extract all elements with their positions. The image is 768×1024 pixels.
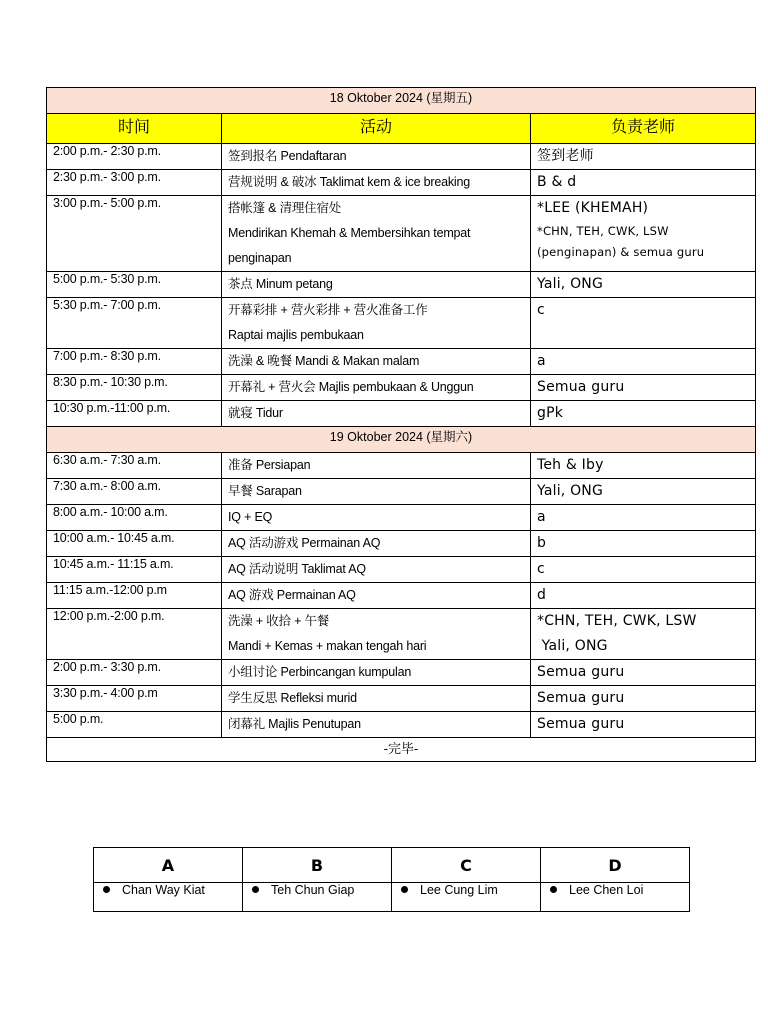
groups-header-row (94, 848, 690, 883)
activity-cell: 准备 Persiapan (222, 453, 531, 479)
person-cell: a (531, 505, 756, 531)
person-cell: 签到老师 (531, 144, 756, 170)
table-row (47, 505, 756, 531)
member-name: Lee Cung Lim (420, 883, 498, 897)
activity-line: Raptai majlis pembukaan (228, 328, 364, 342)
activity-cell: 开幕礼 + 营火会 Majlis pembukaan & Unggun (222, 375, 531, 401)
time-cell: 7:00 p.m.- 8:30 p.m. (47, 349, 222, 375)
day2-title: 19 Oktober 2024 (星期六) (47, 427, 756, 453)
activity-cell: 早餐 Sarapan (222, 479, 531, 505)
time-cell: 2:30 p.m.- 3:00 p.m. (47, 170, 222, 196)
person-cell: B & d (531, 170, 756, 196)
person-cell: a (531, 349, 756, 375)
day-header-row (47, 427, 756, 453)
person-line: *CHN, TEH, CWK, LSW (537, 224, 669, 238)
bullet-icon (401, 886, 408, 893)
member-name: Lee Chen Loi (569, 883, 644, 897)
group-member-c (392, 883, 541, 912)
group-member-a (94, 883, 243, 912)
group-header-c: C (392, 848, 541, 883)
time-cell: 10:30 p.m.-11:00 p.m. (47, 401, 222, 427)
time-cell: 2:00 p.m.- 3:30 p.m. (47, 660, 222, 686)
person-cell (531, 196, 756, 272)
activity-cell: AQ 游戏 Permainan AQ (222, 583, 531, 609)
member-name: Chan Way Kiat (122, 883, 205, 897)
time-cell: 8:00 a.m.- 10:00 a.m. (47, 505, 222, 531)
activity-cell (222, 196, 531, 272)
table-row (47, 609, 756, 660)
time-cell: 10:45 a.m.- 11:15 a.m. (47, 557, 222, 583)
time-cell: 5:00 p.m.- 5:30 p.m. (47, 272, 222, 298)
activity-cell: 洗澡 & 晚餐 Mandi & Makan malam (222, 349, 531, 375)
activity-cell: 学生反思 Refleksi murid (222, 686, 531, 712)
activity-cell: 茶点 Minum petang (222, 272, 531, 298)
group-header-d: D (541, 848, 690, 883)
table-row (47, 298, 756, 349)
person-line: (penginapan) & semua guru (537, 245, 705, 259)
activity-cell (222, 298, 531, 349)
table-row (47, 375, 756, 401)
person-cell: Yali, ONG (531, 479, 756, 505)
activity-cell: 营规说明 & 破冰 Taklimat kem & ice breaking (222, 170, 531, 196)
column-header-row (47, 114, 756, 144)
table-row (47, 144, 756, 170)
person-cell: Semua guru (531, 712, 756, 738)
table-row (47, 660, 756, 686)
end-row (47, 738, 756, 762)
table-row (47, 557, 756, 583)
header-time: 时间 (47, 114, 222, 144)
person-line: Yali, ONG (537, 638, 608, 654)
group-header-b: B (243, 848, 392, 883)
activity-cell: 闭幕礼 Majlis Penutupan (222, 712, 531, 738)
table-row (47, 583, 756, 609)
schedule-table (46, 87, 756, 762)
activity-cell: IQ + EQ (222, 505, 531, 531)
table-row (47, 170, 756, 196)
table-row (47, 453, 756, 479)
person-cell: Teh & Iby (531, 453, 756, 479)
time-cell: 5:00 p.m. (47, 712, 222, 738)
activity-line: 开幕彩排 + 营火彩排 + 营火准备工作 (228, 303, 428, 317)
activity-cell: 就寝 Tidur (222, 401, 531, 427)
person-cell: Yali, ONG (531, 272, 756, 298)
time-cell: 2:00 p.m.- 2:30 p.m. (47, 144, 222, 170)
end-text: -完毕- (47, 738, 756, 762)
table-row (47, 712, 756, 738)
person-cell: Semua guru (531, 660, 756, 686)
table-row (47, 196, 756, 272)
activity-line: Mendirikan Khemah & Membersihkan tempat (228, 226, 471, 240)
person-cell: c (531, 557, 756, 583)
person-cell: Semua guru (531, 686, 756, 712)
time-cell: 10:00 a.m.- 10:45 a.m. (47, 531, 222, 557)
table-row (47, 272, 756, 298)
groups-table (93, 847, 690, 912)
group-member-d (541, 883, 690, 912)
time-cell: 7:30 a.m.- 8:00 a.m. (47, 479, 222, 505)
table-row (47, 479, 756, 505)
activity-cell: 签到报名 Pendaftaran (222, 144, 531, 170)
activity-line: penginapan (228, 251, 292, 265)
activity-line: 搭帐篷 & 清理住宿处 (228, 201, 342, 215)
table-row (47, 349, 756, 375)
time-cell: 5:30 p.m.- 7:00 p.m. (47, 298, 222, 349)
person-cell: gPk (531, 401, 756, 427)
person-cell: d (531, 583, 756, 609)
table-row (47, 531, 756, 557)
header-person: 负责老师 (531, 114, 756, 144)
person-cell: b (531, 531, 756, 557)
day-header-row (47, 88, 756, 114)
activity-cell: AQ 活动游戏 Permainan AQ (222, 531, 531, 557)
bullet-icon (550, 886, 557, 893)
person-line: *CHN, TEH, CWK, LSW (537, 613, 697, 629)
person-line: *LEE (KHEMAH) (537, 200, 649, 216)
member-name: Teh Chun Giap (271, 883, 355, 897)
activity-cell (222, 609, 531, 660)
person-cell (531, 609, 756, 660)
activity-line: 洗澡 + 收拾 + 午餐 (228, 614, 330, 628)
group-header-a: A (94, 848, 243, 883)
time-cell: 6:30 a.m.- 7:30 a.m. (47, 453, 222, 479)
bullet-icon (252, 886, 259, 893)
time-cell: 12:00 p.m.-2:00 p.m. (47, 609, 222, 660)
header-activity: 活动 (222, 114, 531, 144)
day1-title: 18 Oktober 2024 (星期五) (47, 88, 756, 114)
bullet-icon (103, 886, 110, 893)
table-row (47, 401, 756, 427)
activity-cell: AQ 活动说明 Taklimat AQ (222, 557, 531, 583)
time-cell: 11:15 a.m.-12:00 p.m (47, 583, 222, 609)
person-cell: c (531, 298, 756, 349)
time-cell: 8:30 p.m.- 10:30 p.m. (47, 375, 222, 401)
time-cell: 3:00 p.m.- 5:00 p.m. (47, 196, 222, 272)
table-row (47, 686, 756, 712)
activity-cell: 小组讨论 Perbincangan kumpulan (222, 660, 531, 686)
activity-line: Mandi + Kemas + makan tengah hari (228, 639, 427, 653)
person-cell: Semua guru (531, 375, 756, 401)
time-cell: 3:30 p.m.- 4:00 p.m (47, 686, 222, 712)
groups-member-row (94, 883, 690, 912)
group-member-b (243, 883, 392, 912)
